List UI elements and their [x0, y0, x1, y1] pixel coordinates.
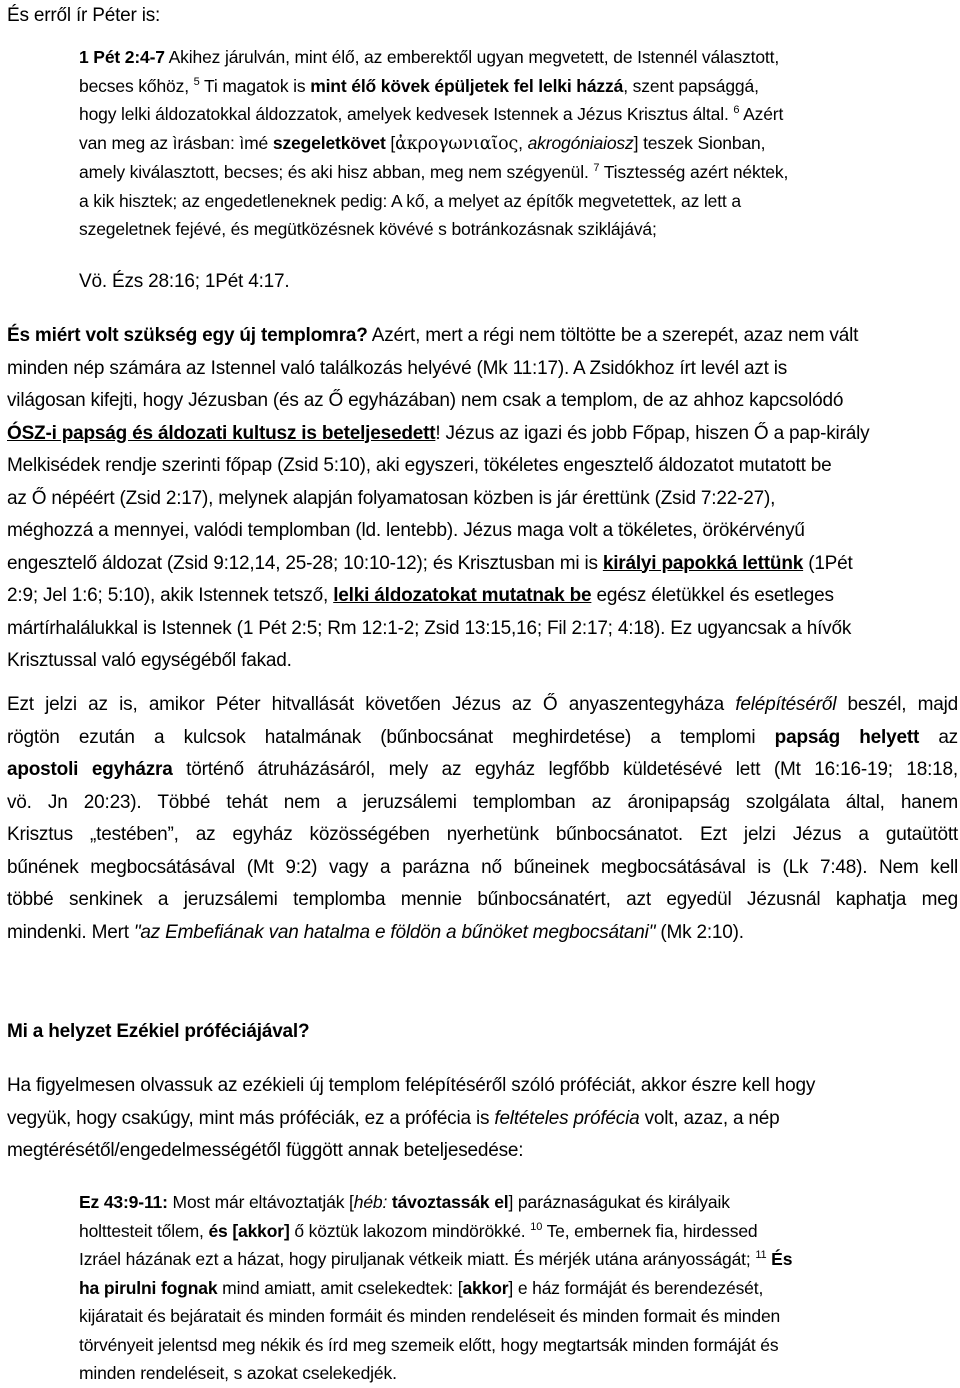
- paragraph-ezekiel: Ha figyelmesen olvassuk az ezékieli új templom felépítéséről szóló próféciát, akkor észre kell hogy vegyük, hogy csakúgy, mint más próféciák, ez a prófécia is feltételes prófécia volt, azaz, a nép megtérésétől/engedelmességétől függött annak beteljesedése:: [7, 1075, 816, 1161]
- quote-line: kijáratait és bejáratait és minden formáit és minden rendeléseit és minden formait és minden: [79, 1306, 781, 1326]
- quote-line: Ez 43:9-11: Most már eltávoztatják [héb: távoztassák el] paráznaságukat és királyaik: [79, 1192, 730, 1212]
- quote-line: ha pirulni fognak mind amiatt, amit cselekedtek: [akkor] e ház formáját és berendezését,: [79, 1277, 764, 1298]
- verse-number: 5: [193, 75, 200, 88]
- quote-reference: Ez 43:9-11:: [79, 1192, 168, 1212]
- cross-reference: Vö. Ézs 28:16; 1Pét 4:17.: [79, 271, 290, 292]
- quote-line: holttesteit tőlem, és [akkor] ő köztük lakozom mindörökké. $^{10}$ Te, embernek fia, hirdessed: [79, 1220, 758, 1241]
- intro-text: És erről ír Péter is:: [7, 5, 161, 26]
- quote-line: becses kőhöz, $^5$ Ti magatok is mint élő kövek épüljetek fel lelki házzá, szent papsággá,: [79, 75, 759, 96]
- bible-quote-1pet: [79, 43, 945, 244]
- quote-line: Izráel házának ezt a házat, hogy piruljanak vétkeik miatt. És mérjék utána arányosságát; $^{11}$ És: [79, 1249, 793, 1269]
- quote-line: hogy lelki áldozatokkal áldozzatok, amelyek kedvesek Istennek a Jézus Krisztus által. $^6$ Azért: [79, 104, 784, 124]
- paragraph-new-temple: És miért volt szükség egy új templomra? Azért, mert a régi nem töltötte be a szerepét, azaz nem vált minden nép számára az Istennel való találkozás helyévé (Mk 11:17). A Zsidókhoz írt levél azt is világosan kifejti, hogy Jézusban (és az Ő egyházában) nem csak a templom, de az ahhoz kapcsolódó ÓSZ-i papság és áldozati kultusz is beteljesedett! Jézus az igazi és jobb Főpap, hiszen Ő a pap-király Melkisédek rendje szerinti főpap (Zsid 5:10), aki egyszeri, tökéletes engesztelő áldozatot mutatott be az Ő népéért (Zsid 2:17), melynek alapján folyamatosan közben is jár érettünk (Zsid 7:22-27), méghozzá a mennyei, valódi templomban (ld. lentebb). Jézus maga volt a tökéletes, örökérvényű engesztelő áldozat (Zsid 9:12,14, 25-28; 10:10-12); és Krisztusban mi is királyi papokká lettünk (1Pét 2:9; Jel 1:6; 5:10), akik Istennek tetsző, lelki áldozatokat mutatnak be egész életükkel és esetleges mártírhalálukkal is Istennek (1 Pét 2:5; Rm 12:1-2; Zsid 13:15,16; Fil 2:17; 4:18). Ez ugyancsak a hívők Krisztussal való egységéből fakad.: [7, 325, 870, 671]
- quote-line: törvényeit jelentsd meg nékik és írd meg szemeik előtt, hogy megtartsák minden formáját és: [79, 1334, 779, 1355]
- verse-number: 10: [530, 1220, 543, 1233]
- quote-line: a kik hisztek; az engedetleneknek pedig: A kő, a melyet az építők megvetettek, az lett a: [79, 190, 741, 211]
- section-heading: Mi a helyzet Ezékiel próféciájával?: [7, 1021, 310, 1042]
- verse-number: 6: [733, 104, 740, 116]
- verse-number: 7: [593, 162, 600, 174]
- bible-quote-ezekiel: [79, 1188, 945, 1388]
- verse-number: 11: [755, 1249, 767, 1261]
- quote-line: szegeletnek fejévé, és megütközésnek kövévé s botránkozásnak sziklájává;: [79, 219, 657, 239]
- paragraph-peter-confession: Ezt jelzi az is, amikor Péter hitvallását követően Jézus az Ő anyaszentegyháza felépítéséről beszél, majd rögtön ezután a kulcsok hatalmának (bűnbocsánat meghirdetése) a templomi papság helyett az apostoli egyházra történő átruházásáról, mely az egyház legfőbb küldetésévé lett (Mt 16:16-19; 18:18, vö. Jn 20:23). Többé tehát nem a jeruzsálemi templomban az áronipapság szolgálata által, hanem Krisztus „testében”, az egyház közösségében nyerhetünk bűnbocsánatot. Ezt jelzi Jézus a gutaütött bűnének megbocsátásával (Mt 9:2) vagy a parázna nő bűneinek megbocsátásával is (Lk 7:48). Nem kell többé senkinek a jeruzsálemi templomba mennie bűnbocsánatért, azt egyedül Jézusnál kaphatja meg mindenki. Mert "az Embefiának van hatalma e földön a bűnöket megbocsátani" (Mk 2:10).: [7, 694, 959, 943]
- quote-reference: 1 Pét 2:4-7: [79, 47, 165, 67]
- quote-line: 1 Pét 2:4-7 Akihez járulván, mint élő, az emberektől ugyan megvetett, de Istennél választott,: [79, 47, 780, 67]
- quote-line: minden rendeléseit, s azokat cselekedjék.: [79, 1363, 397, 1383]
- greek-word: ἀκρογωνιαῖος: [395, 133, 519, 154]
- question-heading: És miért volt szükség egy új templomra?: [7, 325, 368, 346]
- quote-line: van meg az ìrásban: ìmé szegeletkövet [ἀκρογωνιαῖος, akrogóniaiosz] teszek Sionban,: [79, 132, 766, 154]
- quote-line: amely kiválasztott, becses; és aki hisz abban, meg nem szégyenül. $^7$ Tisztesség azért néktek,: [79, 162, 789, 182]
